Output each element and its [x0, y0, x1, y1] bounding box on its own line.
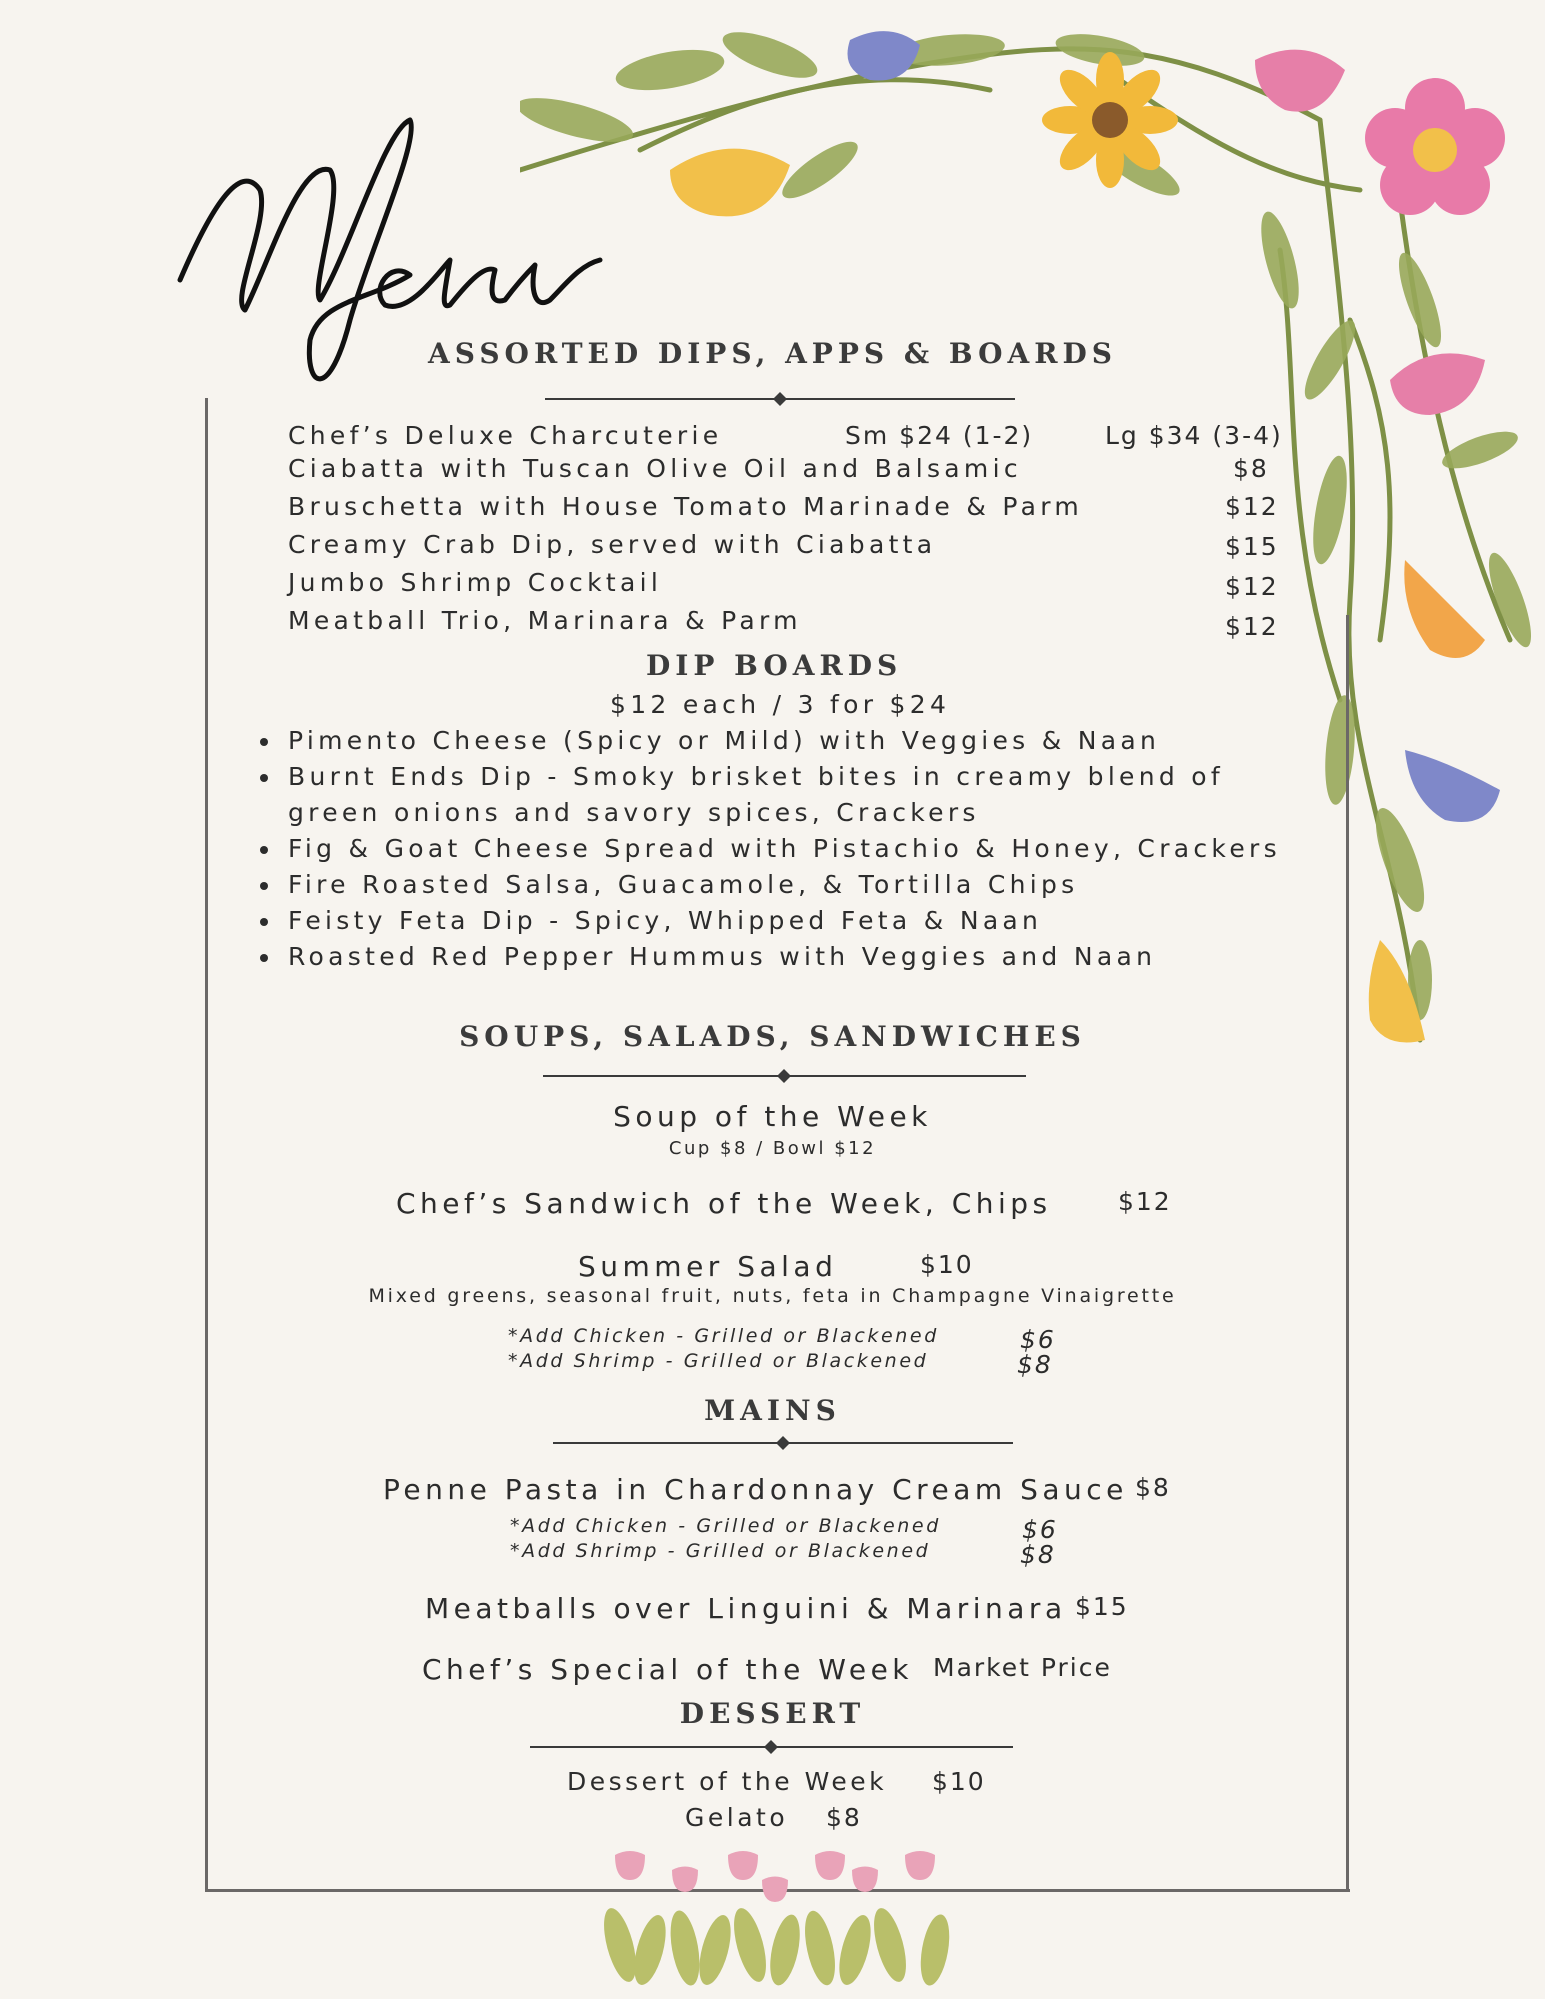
menu-item-price-large: Lg $34 (3-4) — [1105, 421, 1283, 450]
special-price: Market Price — [933, 1653, 1112, 1682]
pasta-price: $8 — [1135, 1473, 1171, 1502]
soup-price: Cup $8 / Bowl $12 — [668, 1138, 877, 1159]
section-heading-apps: ASSORTED DIPS, APPS & BOARDS — [428, 337, 1117, 370]
gelato-item: Gelato — [685, 1803, 789, 1832]
sandwich-price: $12 — [1118, 1187, 1172, 1216]
addon-chicken-price: $6 — [1020, 1325, 1056, 1354]
dip-board-item: Roasted Red Pepper Hummus with Veggies and Naan — [288, 942, 1157, 971]
salad-price: $10 — [920, 1250, 974, 1279]
bullet — [260, 738, 268, 746]
bullet — [260, 846, 268, 854]
addon-chicken: *Add Chicken - Grilled or Blackened — [510, 1515, 941, 1537]
menu-item-price: $15 — [1225, 532, 1279, 561]
dip-board-item: Burnt Ends Dip - Smoky brisket bites in creamy blend of — [288, 762, 1224, 791]
pasta-name: Penne Pasta in Chardonnay Cream Sauce — [383, 1473, 1128, 1506]
section-heading-dip-boards: DIP BOARDS — [646, 649, 903, 682]
bullet — [260, 918, 268, 926]
menu-item-price: $12 — [1225, 612, 1279, 641]
section-heading-mains: MAINS — [704, 1394, 841, 1427]
section-heading-soups: SOUPS, SALADS, SANDWICHES — [459, 1020, 1086, 1053]
menu-item-name: Bruschetta with House Tomato Marinade & Parm — [288, 492, 1084, 521]
gelato-item-price: $8 — [826, 1803, 862, 1832]
menu-item-price: $12 — [1225, 572, 1279, 601]
meatballs-price: $15 — [1075, 1592, 1129, 1621]
addon-shrimp: *Add Shrimp - Grilled or Blackened — [510, 1540, 931, 1562]
dip-board-item: Feisty Feta Dip - Spicy, Whipped Feta & Naan — [288, 906, 1043, 935]
dip-boards-pricing: $12 each / 3 for $24 — [610, 690, 951, 719]
dessert-item-price: $10 — [932, 1767, 986, 1796]
menu-item-price: $12 — [1225, 492, 1279, 521]
menu-item-price-small: Sm $24 (1-2) — [845, 421, 1034, 450]
addon-shrimp-price: $8 — [1017, 1350, 1053, 1379]
dip-board-item-continued: green onions and savory spices, Crackers — [288, 798, 980, 827]
bullet — [260, 954, 268, 962]
addon-shrimp-price: $8 — [1020, 1540, 1056, 1569]
menu-item-name: Creamy Crab Dip, served with Ciabatta — [288, 530, 937, 559]
menu-item-price: $8 — [1233, 454, 1269, 483]
meatballs-name: Meatballs over Linguini & Marinara — [425, 1592, 1067, 1625]
dip-board-item: Pimento Cheese (Spicy or Mild) with Veggies & Naan — [288, 726, 1161, 755]
tulips-decoration — [590, 1840, 970, 1990]
special-name: Chef’s Special of the Week — [422, 1653, 914, 1686]
section-divider — [545, 391, 1015, 407]
dip-board-item: Fig & Goat Cheese Spread with Pistachio & Honey, Crackers — [288, 834, 1281, 863]
addon-chicken-price: $6 — [1022, 1515, 1058, 1544]
sandwich-name: Chef’s Sandwich of the Week, Chips — [396, 1187, 1052, 1220]
menu-item-name: Ciabatta with Tuscan Olive Oil and Balsamic — [288, 454, 1022, 483]
dip-board-item: Fire Roasted Salsa, Guacamole, & Tortilla Chips — [288, 870, 1079, 899]
salad-description: Mixed greens, seasonal fruit, nuts, feta in Champagne Vinaigrette — [368, 1285, 1177, 1307]
menu-item-name: Jumbo Shrimp Cocktail — [288, 568, 663, 597]
soup-name: Soup of the Week — [613, 1100, 932, 1133]
bullet — [260, 774, 268, 782]
bullet — [260, 882, 268, 890]
menu-item-name: Meatball Trio, Marinara & Parm — [288, 606, 802, 635]
salad-name: Summer Salad — [578, 1250, 838, 1283]
dessert-item: Dessert of the Week — [567, 1767, 888, 1796]
section-divider — [553, 1435, 1013, 1451]
addon-chicken: *Add Chicken - Grilled or Blackened — [508, 1325, 939, 1347]
section-divider — [543, 1068, 1026, 1084]
addon-shrimp: *Add Shrimp - Grilled or Blackened — [508, 1350, 929, 1372]
section-heading-dessert: DESSERT — [679, 1697, 866, 1730]
section-divider — [530, 1739, 1013, 1755]
menu-item-name: Chef’s Deluxe Charcuterie — [288, 421, 723, 450]
